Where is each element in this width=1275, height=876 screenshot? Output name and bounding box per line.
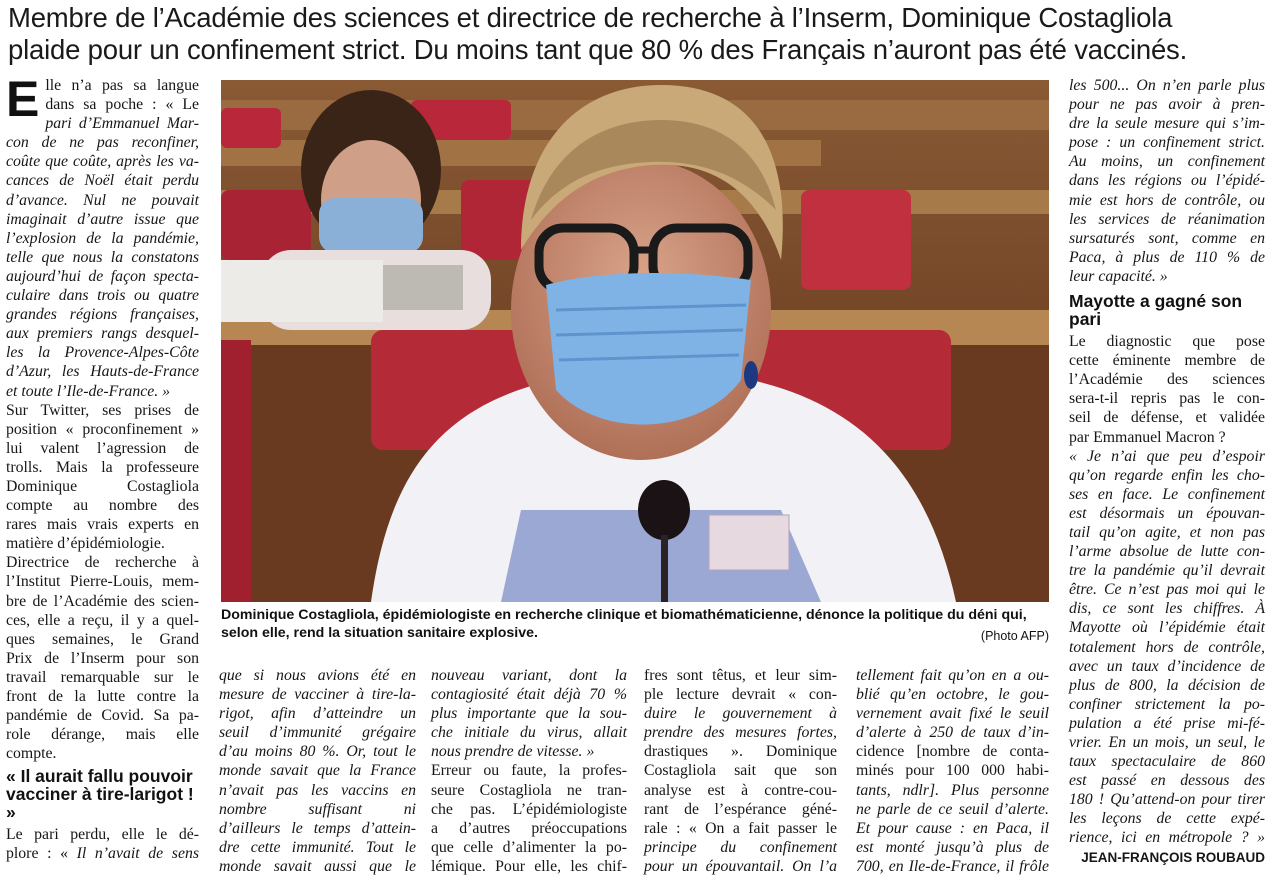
text-line: pulation a été prise mi-fé- <box>1069 714 1265 732</box>
text-line: l’Institut Pierre-Louis, mem- <box>6 573 199 591</box>
text-line: ques semaines, le Grand <box>6 630 199 648</box>
text-line: mie est hors de contrôle, ou <box>1069 191 1265 209</box>
text-line: Dominique Costagliola <box>6 477 199 495</box>
text-line: ple lecture devrait « con- <box>644 686 837 704</box>
text-line: plus de 800, la décision de <box>1069 676 1265 694</box>
article-photo <box>221 80 1049 602</box>
text-line: dans sa poche : « Le <box>45 96 199 114</box>
text-line: tre la pandémie qu’il devrait <box>1069 562 1265 580</box>
col6-quote-2 <box>1069 447 1265 848</box>
text-line: Prix de l’Inserm pour son <box>6 649 199 667</box>
text-line: cances de Noël était perdu <box>6 172 199 190</box>
text-line: Le pari perdu, elle le dé- <box>6 826 199 844</box>
text-line: aux premiers rangs desquel- <box>6 325 199 343</box>
text-line: Mayotte où l’épidémie était <box>1069 619 1265 637</box>
text-line: seure Costagliola ne tran- <box>431 781 627 799</box>
article-column-5 <box>856 666 1049 876</box>
text-line: sera-t-il repris pas le con- <box>1069 390 1265 408</box>
text-line: pose : un confinement strict. <box>1069 134 1265 152</box>
text-line: vernement avait fixé le seuil <box>856 705 1049 723</box>
text-line: avec un taux d’incidence de <box>1069 657 1265 675</box>
text-line: ne parle de ce seuil d’alerte. <box>856 800 1049 818</box>
col2-text <box>219 666 416 876</box>
text-line: être. Ce n’est pas moi qui le <box>1069 581 1265 599</box>
text-line: leur capacité. » <box>1069 267 1168 285</box>
col1-paragraph-4 <box>6 825 199 863</box>
text-line: compte au nombre des <box>6 497 199 515</box>
text-line: telle que nous la constatons <box>6 248 199 266</box>
article-headline <box>8 2 1270 66</box>
text-line: pour un épouvantail. On l’a <box>644 857 837 875</box>
text-line: taux spectaculaire de 860 <box>1069 753 1265 771</box>
text-line: trolls. Mais la professeure <box>6 458 199 476</box>
text-line: 180 ! Qu’attend-on pour tirer <box>1069 791 1265 809</box>
text-line: travail remarquable sur le <box>6 668 199 686</box>
text-line: l’Académie des sciences <box>1069 371 1265 389</box>
photo-portrait-icon <box>221 80 1049 602</box>
headline-line-2: plaide pour un confinement strict. Du moins tant que 80 % des Français n’auront pas été vaccinés. <box>8 34 1188 65</box>
text-line: culaire dans trois ou quatre <box>6 287 199 305</box>
subhead-vacciner: « Il aurait fallu pouvoir vacciner à tire-larigot ! » <box>6 766 194 823</box>
author-signature: JEAN-FRANÇOIS ROUBAUD <box>1081 849 1265 865</box>
text-line: mesure de vacciner à tire-la- <box>219 686 416 704</box>
text-line: nombre suffisant ni <box>219 800 416 818</box>
text-line: rigot, afin d’atteindre un <box>219 705 416 723</box>
text-line: les services de réanimation <box>1069 210 1265 228</box>
text-line: Directrice de recherche à <box>6 554 199 572</box>
text-line: d’ailleurs le temps d’attein- <box>219 819 416 837</box>
text-line: rant de l’espérance géné- <box>644 800 837 818</box>
text-line: Et pour cause : en Paca, il <box>856 819 1049 837</box>
text-line: totalement hors de contrôle, <box>1069 638 1265 656</box>
col4-text <box>644 666 837 876</box>
text-line: analyse est à contre-cou- <box>644 781 837 799</box>
text-line: coûte que coûte, après les va- <box>6 153 199 171</box>
text-line: est monté jusqu’à plus de <box>856 838 1049 856</box>
text-line: par Emmanuel Macron ? <box>1069 428 1226 446</box>
text-line: 700, en Ile-de-France, il frôle <box>856 857 1049 875</box>
text-line: que si nous avions été en <box>219 667 416 684</box>
text-line: l’explosion de la pandémie, <box>6 229 199 247</box>
text-line: minés pour 100 000 habi- <box>856 762 1049 780</box>
text-line: plore : « Il n’avait de sens <box>6 845 200 863</box>
text-line: rience, ici en métropole ? » <box>1069 829 1265 847</box>
text-line: vrier. En un mois, un seul, le <box>1069 734 1265 751</box>
text-line: n’avait pas les vaccins en <box>219 781 416 799</box>
text-line: rares mais vrais experts en <box>6 516 199 534</box>
text-line: lui valent l’agression de <box>6 439 199 457</box>
caption-text: Dominique Costagliola, épidémiologiste en recherche clinique et biomathématicienne, dénonce la politique du déni qui, selon elle, rend la situation sanitaire explosive. <box>221 607 1027 641</box>
col1-paragraph-2 <box>6 401 199 554</box>
text-line: matière d’épidémiologie. <box>6 535 165 553</box>
text-line: Paca, à plus de 110 % de <box>1069 248 1265 266</box>
article-column-1 <box>6 71 200 864</box>
text-line: role dérange, mais elle <box>6 726 199 744</box>
text-line: principe du confinement <box>644 838 837 856</box>
col1-intro-quote <box>6 114 199 400</box>
col5-text <box>856 666 1049 876</box>
text-line: prendre des mesures fortes, <box>644 724 837 742</box>
text-line: rale : « On a fait passer le <box>644 819 837 837</box>
text-line: position « proconfinement » <box>6 420 199 438</box>
col6-paragraph-2 <box>1069 332 1265 447</box>
article-column-2 <box>219 666 416 876</box>
drop-cap: E <box>6 71 40 127</box>
col6-quote <box>1069 76 1265 286</box>
text-line: les la Provence-Alpes-Côte <box>6 344 199 362</box>
text-line: cette éminente membre de <box>1069 352 1265 370</box>
text-line: che pas. L’épidémiologiste <box>431 800 627 818</box>
headline-line-1: Membre de l’Académie des sciences et directrice de recherche à l’Inserm, Dominique Costagliola <box>8 2 1173 33</box>
text-line: che initiale du virus, allait <box>431 724 627 742</box>
text-line: grandes régions françaises, <box>6 306 199 324</box>
text-line: seuil d’immunité grégaire <box>219 724 416 742</box>
article-column-3 <box>431 666 627 876</box>
text-line: seil de défense, et validée <box>1069 409 1265 427</box>
text-line: front de la lutte contre la <box>6 688 199 705</box>
text-line: tellement fait qu’on en a ou- <box>856 667 1049 684</box>
text-line: tants, ndlr]. Plus personne <box>856 781 1049 799</box>
text-line: blié qu’en octobre, le gou- <box>856 686 1049 704</box>
text-line: « Je n’ai que peu d’espoir <box>1069 447 1265 465</box>
text-line: sursaturés sont, comme en <box>1069 229 1265 247</box>
text-line: dis, ce sont les chiffres. À <box>1069 600 1265 618</box>
text-line: monde savait que la France <box>219 762 416 780</box>
text-line: ces, elle a reçu, il y a quel- <box>6 611 199 629</box>
text-line: Erreur ou faute, la profes- <box>431 762 627 780</box>
text-line: bre de l’Académie des scien- <box>6 592 199 610</box>
text-line: les 500... On n’en parle plus <box>1069 77 1265 94</box>
text-line: con de ne pas reconfiner, <box>6 134 199 152</box>
text-line: pandémie de Covid. Sa pa- <box>6 707 199 725</box>
text-line: que celle d’alimenter la po- <box>431 838 627 856</box>
text-line: contagiosité était déjà 70 % <box>431 686 627 704</box>
text-line: pari d’Emmanuel Mar- <box>45 115 199 133</box>
col1-paragraph-3 <box>6 553 199 763</box>
text-line: les leçons de cette expé- <box>1069 810 1265 828</box>
text-line: l’arme absolue de lutte con- <box>1069 543 1265 561</box>
photo-caption <box>221 606 1049 642</box>
text-line: ses en face. Le confinement <box>1069 485 1265 503</box>
text-line: a d’autres préoccupations <box>431 819 627 837</box>
text-line: pour ne pas avoir à pren- <box>1069 96 1265 114</box>
text-line: compte. <box>6 745 57 763</box>
text-line: confiner strictement la po- <box>1069 695 1265 713</box>
text-line: d’alerte à 250 de taux d’in- <box>856 724 1049 742</box>
text-line: est passé en dessous des <box>1069 772 1265 790</box>
subhead-mayotte: Mayotte a gagné son pari <box>1069 291 1243 330</box>
text-line: d’avance. Nul ne pouvait <box>6 191 199 209</box>
text-line: aujourd’hui de façon specta- <box>6 267 199 285</box>
text-line: duire le gouvernement à <box>644 705 837 723</box>
text-line: d’au moins 80 %. Or, tout le <box>219 743 416 761</box>
text-line: Costagliola sait que son <box>644 762 837 780</box>
text-line: dre cette immunité. Tout le <box>219 838 416 856</box>
text-line: Au moins, un confinement <box>1069 153 1265 171</box>
text-line: qu’on regarde enfin les cho- <box>1069 466 1265 484</box>
col3-quote <box>431 666 627 761</box>
text-line: lle n’a pas sa langue <box>45 77 199 94</box>
text-line: d’Azur, les Hauts-de-France <box>6 363 199 381</box>
text-line: nous prendre de vitesse. » <box>431 743 595 761</box>
text-line: fres sont têtus, et leur sim- <box>644 667 837 684</box>
text-line: cidence [nombre de conta- <box>856 743 1049 761</box>
text-line: et toute l’Ile-de-France. » <box>6 382 171 400</box>
photo-credit: (Photo AFP) <box>980 629 1049 643</box>
article-column-6 <box>1069 76 1265 867</box>
text-line: drastiques ». Dominique <box>644 743 837 761</box>
text-line: monde savait aussi que le <box>219 857 416 875</box>
text-line: tail qu’on agite, et non pas <box>1069 523 1265 541</box>
text-line: nouveau variant, dont la <box>431 667 627 684</box>
text-line: lémique. Pour elle, les chif- <box>431 857 627 875</box>
text-line: Le diagnostic que pose <box>1069 333 1265 351</box>
article-column-4 <box>644 666 837 876</box>
col3-text <box>431 761 627 876</box>
text-line: Sur Twitter, ses prises de <box>6 401 199 419</box>
text-line: est désormais un épouvan- <box>1069 504 1265 522</box>
text-line: dre la seule mesure qui s’im- <box>1069 115 1265 133</box>
text-line: dans les régions ou l’épidé- <box>1069 172 1265 190</box>
text-line: plus importante que la sou- <box>431 705 627 723</box>
text-line: imaginait d’autre issue que <box>6 210 199 228</box>
